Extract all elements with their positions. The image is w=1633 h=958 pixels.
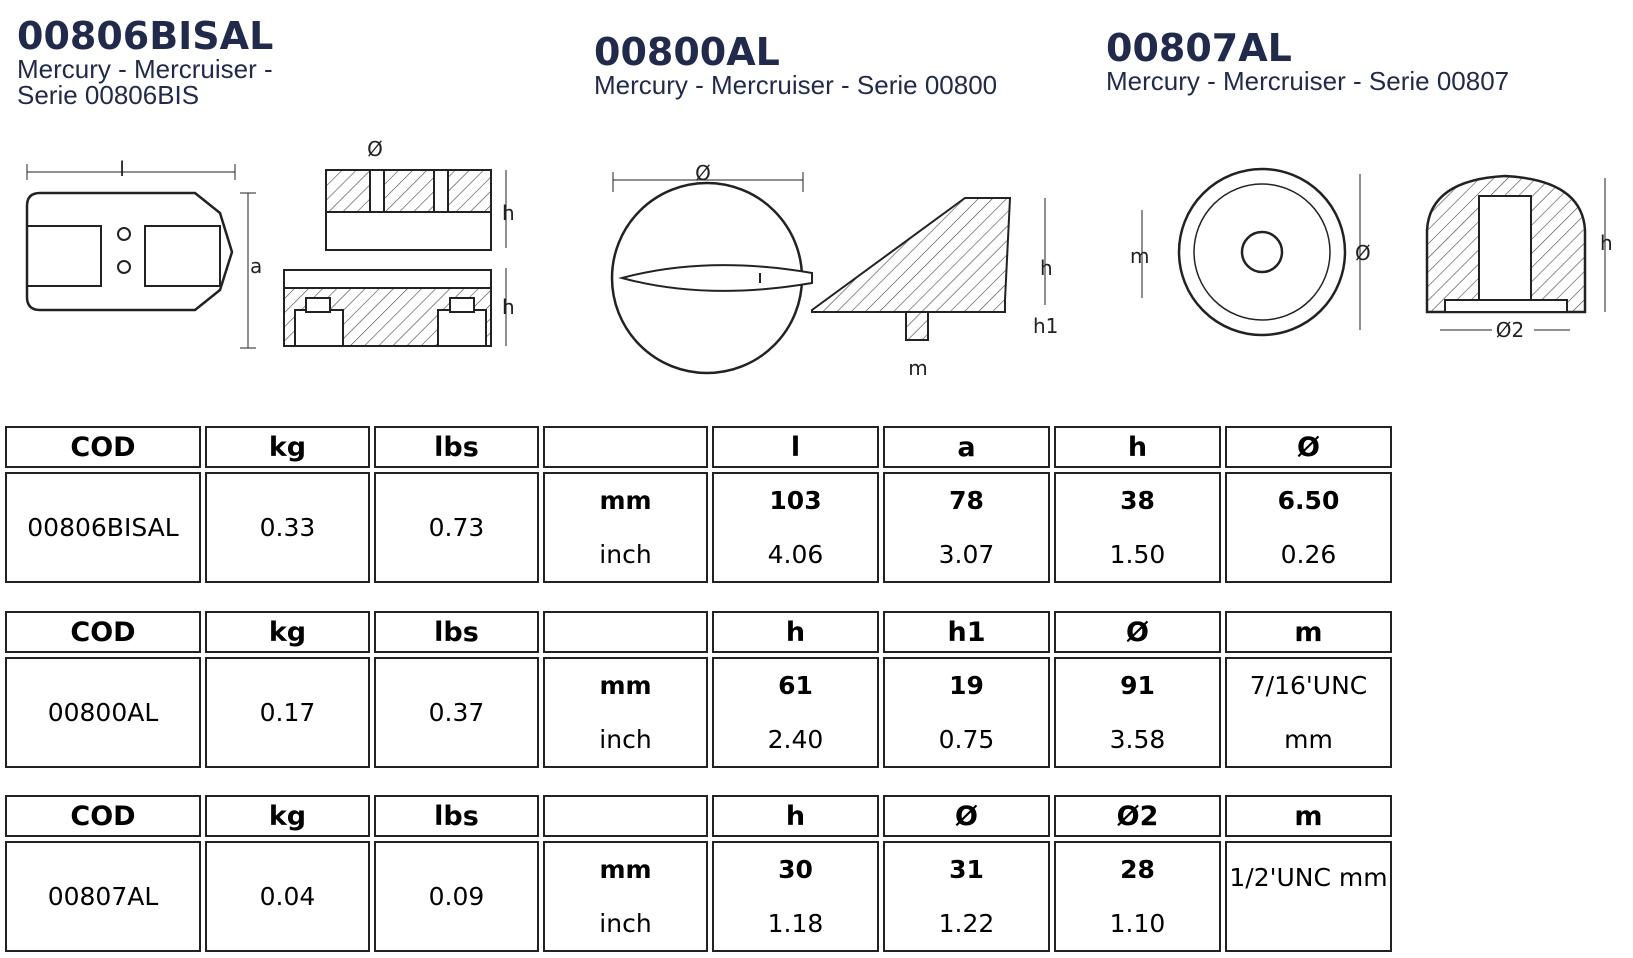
header-l: l xyxy=(712,426,879,468)
header-cod: COD xyxy=(5,795,201,837)
cell-h xyxy=(1054,472,1221,583)
drawing-00806bisal-section xyxy=(284,137,515,346)
header-kg: kg xyxy=(205,795,370,837)
header-h: h xyxy=(1054,426,1221,468)
cell-lbs: 0.73 xyxy=(374,472,539,583)
header-h: h xyxy=(712,795,879,837)
drawing-00807al-section xyxy=(1427,176,1613,342)
value-mm: 28 xyxy=(1120,855,1155,885)
header-unit xyxy=(543,795,708,837)
cell-unit xyxy=(543,657,708,768)
header-m: m xyxy=(1225,611,1392,653)
product-series-line-2: Serie 00806BIS xyxy=(17,80,200,110)
cell-phi2 xyxy=(1054,841,1221,952)
unit-inch: inch xyxy=(599,908,652,938)
unit-mm: mm xyxy=(599,671,652,701)
value-inch: 1.22 xyxy=(938,908,995,938)
value-inch: 0.26 xyxy=(1280,539,1337,569)
product-code: 00800AL xyxy=(594,30,780,74)
header-phi2: Ø2 xyxy=(1054,795,1221,837)
cell-phi xyxy=(1225,472,1392,583)
value-thread-unit: mm xyxy=(1284,724,1333,754)
cell-h xyxy=(712,841,879,952)
header-lbs: lbs xyxy=(374,611,539,653)
product-heading-00806bisal xyxy=(17,16,377,108)
dim-label-h1: h1 xyxy=(1033,314,1059,338)
value-mm: 31 xyxy=(949,855,984,885)
cell-m xyxy=(1225,657,1392,768)
cell-kg: 0.04 xyxy=(205,841,370,952)
cell-a xyxy=(883,472,1050,583)
value-mm: 103 xyxy=(769,486,822,516)
dim-label-h-lower: h xyxy=(502,295,515,319)
header-h: h xyxy=(712,611,879,653)
value-inch: 1.50 xyxy=(1109,539,1166,569)
cell-lbs: 0.09 xyxy=(374,841,539,952)
dim-label-h: h xyxy=(1600,231,1613,255)
drawing-00800al-fin xyxy=(812,198,1058,380)
value-mm: 38 xyxy=(1120,486,1155,516)
table-header-row xyxy=(5,795,1392,837)
cell-kg: 0.17 xyxy=(205,657,370,768)
drawing-00806bisal-top xyxy=(27,157,262,348)
cell-phi xyxy=(883,841,1050,952)
dim-label-h: h xyxy=(1040,256,1053,280)
header-m: m xyxy=(1225,795,1392,837)
product-code: 00806BISAL xyxy=(17,14,274,58)
header-kg: kg xyxy=(205,426,370,468)
value-mm: 6.50 xyxy=(1277,486,1340,516)
value-mm: 78 xyxy=(949,486,984,516)
cell-m xyxy=(1225,841,1392,952)
unit-inch: inch xyxy=(599,539,652,569)
value-mm: 61 xyxy=(778,671,813,701)
technical-drawings xyxy=(0,130,1633,400)
spec-table-00806bisal xyxy=(1,422,1396,587)
spec-table-00807al xyxy=(1,791,1396,956)
table-row xyxy=(5,472,1392,583)
product-heading-00807al xyxy=(1106,28,1626,94)
cell-unit xyxy=(543,841,708,952)
cell-phi xyxy=(1054,657,1221,768)
header-lbs: lbs xyxy=(374,426,539,468)
product-series-line-1: Mercury - Mercruiser - xyxy=(17,54,273,84)
cell-unit xyxy=(543,472,708,583)
value-mm: 19 xyxy=(949,671,984,701)
dim-label-a: a xyxy=(250,254,263,278)
dim-label-l: l xyxy=(119,157,125,181)
product-series-line-1: Mercury - Mercruiser - Serie 00800 xyxy=(594,70,998,100)
dim-label-phi2: Ø2 xyxy=(1495,318,1525,342)
dim-label-phi: Ø xyxy=(1355,241,1371,265)
table-row xyxy=(5,657,1392,768)
header-kg: kg xyxy=(205,611,370,653)
value-inch: 1.18 xyxy=(767,908,824,938)
drawing-00800al-disc xyxy=(612,161,812,373)
value-inch: 1.10 xyxy=(1109,908,1166,938)
header-phi: Ø xyxy=(883,795,1050,837)
cell-cod: 00800AL xyxy=(5,657,201,768)
header-a: a xyxy=(883,426,1050,468)
product-series-line-1: Mercury - Mercruiser - Serie 00807 xyxy=(1106,66,1510,96)
product-code: 00807AL xyxy=(1106,26,1292,70)
dim-label-m: m xyxy=(908,356,928,380)
value-thread: 7/16'UNC xyxy=(1249,671,1368,701)
value-thread: 1/2'UNC mm xyxy=(1229,862,1388,892)
value-mm: 30 xyxy=(778,855,813,885)
unit-mm: mm xyxy=(599,855,652,885)
cell-kg: 0.33 xyxy=(205,472,370,583)
header-phi: Ø xyxy=(1225,426,1392,468)
value-inch: 2.40 xyxy=(767,724,824,754)
value-inch: 0.75 xyxy=(938,724,995,754)
value-mm: 91 xyxy=(1120,671,1155,701)
value-inch: 4.06 xyxy=(767,539,824,569)
dim-label-h: h xyxy=(502,201,515,225)
header-unit xyxy=(543,426,708,468)
header-cod: COD xyxy=(5,426,201,468)
product-heading-00800al xyxy=(594,32,1114,98)
cell-h1 xyxy=(883,657,1050,768)
drawing-00807al-ring xyxy=(1130,169,1371,335)
unit-inch: inch xyxy=(599,724,652,754)
header-h1: h1 xyxy=(883,611,1050,653)
table-header-row xyxy=(5,426,1392,468)
cell-l xyxy=(712,472,879,583)
header-cod: COD xyxy=(5,611,201,653)
value-inch: 3.58 xyxy=(1109,724,1166,754)
dim-label-phi: Ø xyxy=(695,161,711,185)
table-row xyxy=(5,841,1392,952)
header-lbs: lbs xyxy=(374,795,539,837)
spec-table-00800al xyxy=(1,607,1396,772)
header-phi: Ø xyxy=(1054,611,1221,653)
value-inch: 3.07 xyxy=(938,539,995,569)
header-unit xyxy=(543,611,708,653)
dim-label-phi: Ø xyxy=(367,137,383,161)
cell-lbs: 0.37 xyxy=(374,657,539,768)
cell-h xyxy=(712,657,879,768)
dim-label-m: m xyxy=(1130,244,1150,268)
unit-mm: mm xyxy=(599,486,652,516)
cell-cod: 00806BISAL xyxy=(5,472,201,583)
cell-cod: 00807AL xyxy=(5,841,201,952)
table-header-row xyxy=(5,611,1392,653)
